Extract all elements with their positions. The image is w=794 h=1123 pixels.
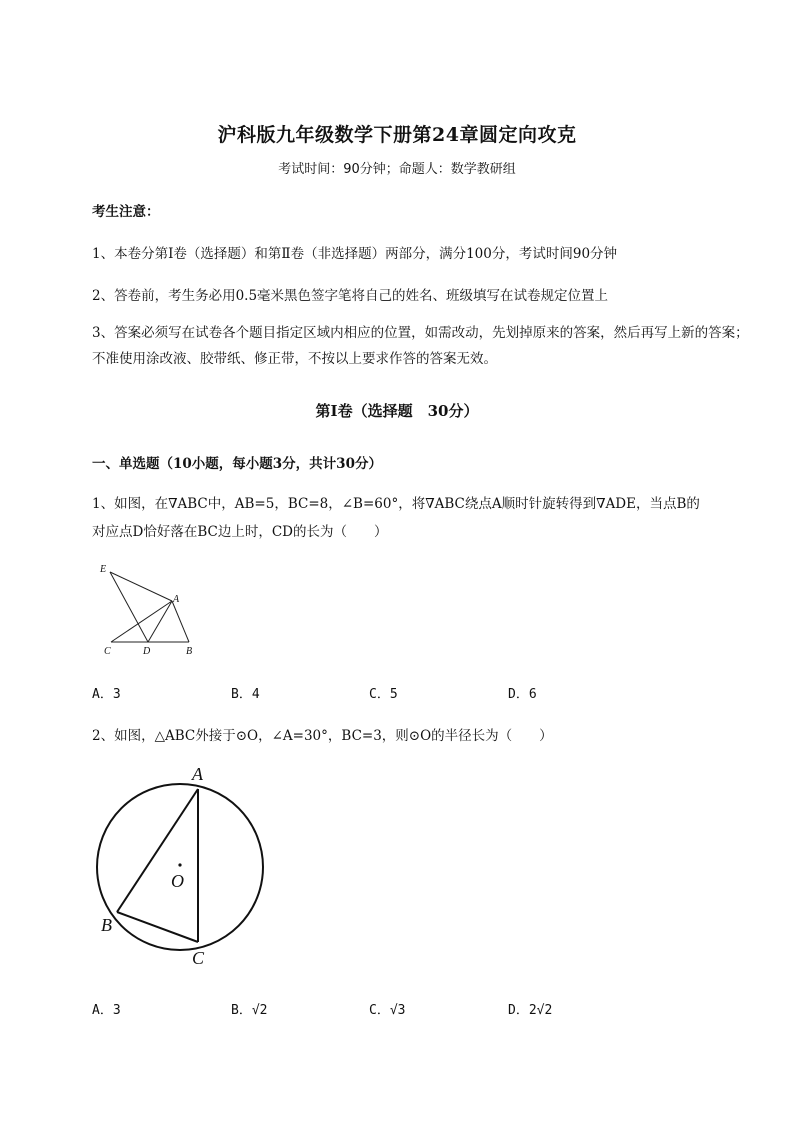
- question-1-figure: [95, 560, 205, 660]
- notice-heading: 考生注意：: [92, 204, 160, 220]
- label-c: C: [192, 948, 205, 968]
- segment-ab: [117, 789, 198, 912]
- notice-item-1: 1、本卷分第I卷（选择题）和第Ⅱ卷（非选择题）两部分，满分100分，考试时间90分钟: [92, 246, 618, 262]
- segment-ca: [111, 601, 172, 642]
- label-c: C: [104, 646, 111, 657]
- label-b: B: [186, 646, 193, 657]
- question-1-line-2: 对应点D恰好落在BC边上时，CD的长为（ ）: [92, 524, 388, 540]
- segment-da: [148, 601, 172, 642]
- question-2-line-1: 2、如图，△ABC外接于⊙O，∠A=30°，BC=3，则⊙O的半径长为（ ）: [92, 728, 553, 744]
- segment-ed: [110, 572, 148, 642]
- question-2-option-a: A．3: [92, 1003, 121, 1018]
- notice-item-2: 2、答卷前，考生务必用0.5毫米黑色签字笔将自己的姓名、班级填写在试卷规定位置上: [92, 288, 609, 304]
- exam-subtitle: 考试时间：90分钟；命题人：数学教研组: [278, 162, 516, 177]
- section-title: 第I卷（选择题 30分）: [315, 402, 479, 420]
- question-1-option-d: D．6: [508, 687, 537, 702]
- question-2-option-c: C．√3: [369, 1003, 406, 1018]
- part-title: 一、单选题（10小题，每小题3分，共计30分）: [92, 456, 382, 472]
- label-e: E: [100, 564, 107, 575]
- question-2-figure: [90, 760, 280, 975]
- notice-item-3: 3、答案必须写在试卷各个题目指定区域内相应的位置，如需改动，先划掉原来的答案，然后再写上新的答案；不准使用涂改液、胶带纸、修正带，不按以上要求作答的答案无效。: [92, 325, 749, 367]
- segment-ea: [110, 572, 172, 601]
- label-a: A: [173, 594, 180, 605]
- question-1-option-b: B．4: [231, 687, 260, 702]
- question-2-option-b: B．√2: [231, 1003, 268, 1018]
- label-a: A: [192, 764, 203, 784]
- circle-o: [97, 784, 263, 950]
- question-2-option-d: D．2√2: [508, 1003, 553, 1018]
- label-b: B: [101, 915, 112, 935]
- question-1-line-1: 1、如图，在∇ABC中，AB=5，BC=8，∠B=60°，将∇ABC绕点A顺时针旋转得到∇ADE，当点B的: [92, 496, 700, 512]
- question-1-option-c: C．5: [369, 687, 398, 702]
- label-d: D: [143, 646, 151, 657]
- segment-bc: [117, 912, 198, 942]
- page-title: 沪科版九年级数学下册第24章圆定向攻克: [217, 124, 577, 146]
- center-point: [178, 863, 181, 866]
- label-o: O: [171, 871, 184, 891]
- question-1-option-a: A．3: [92, 687, 121, 702]
- segment-ba: [172, 601, 189, 642]
